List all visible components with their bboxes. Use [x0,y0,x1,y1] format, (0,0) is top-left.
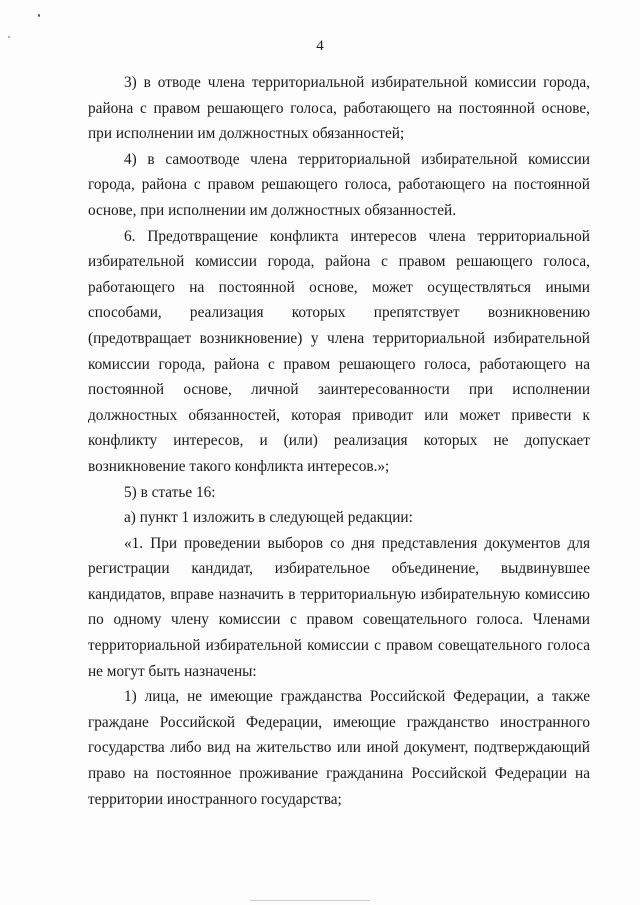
page-number: 4 [316,38,324,54]
paragraph-point-6-conflict-prevention: 6. Предотвращение конфликта интересов члена территориальной избирательной комиссии города, района с правом решающего голоса, работающего на постоянной основе, может осуществляться иными способами, реализация которых препятствует возникновению (предотвращает возникновение) у члена территориальной избирательной комиссии города, района с правом решающего голоса, работающего на постоянной основе, личной заинтересованности при исполнении должностных обязанностей, которая приводит или может привести к конфликту интересов, и (или) реализация которых не допускает возникновение такого конфликта интересов.»; [88,227,590,475]
document-body [88,70,590,812]
paragraph-advisory-members: «1. При проведении выборов со дня представления документов для регистрации кандидат, избирательное объединение, выдвинувшее кандидатов, вправе назначить в территориальную избирательную комиссию по одному члену комиссии с правом совещательного голоса. Членами территориальной избирательной комиссии с правом совещательного голоса не могут быть назначены: [88,534,590,680]
scan-speck [38,14,40,17]
paragraph-item-3-recusal: 3) в отводе члена территориальной избирательной комиссии города, района с правом решающего голоса, работающего на постоянной основе, при исполнении им должностных обязанностей; [88,74,590,143]
scan-edge-line [250,900,370,901]
paragraph-item-4-self-recusal: 4) в самоотводе члена территориальной избирательной комиссии города, района с правом решающего голоса, работающего на постоянной основе, при исполнении им должностных обязанностей. [88,150,590,219]
paragraph-point-1-amendment: а) пункт 1 изложить в следующей редакции: [124,509,413,527]
paragraph-article-16: 5) в статье 16: [124,483,216,501]
paragraph-foreign-citizenship: 1) лица, не имеющие гражданства Российской Федерации, а также граждане Российской Федерации, имеющие гражданство иностранного государства либо вид на жительство или иной документ, подтверждающий право на постоянное проживание гражданина Российской Федерации на территории иностранного государства; [88,688,590,808]
